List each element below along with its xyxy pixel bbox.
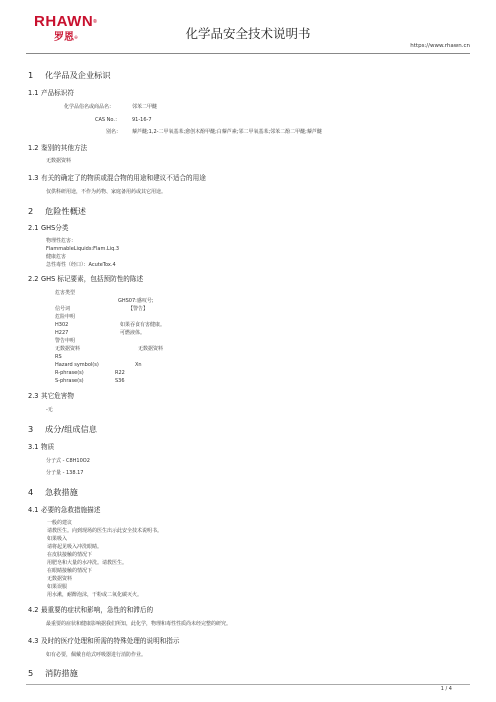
- symptoms-text: 最重要的症状和健康影响据我们所知，此化学，物理和毒性性质尚未经完整的研究。: [46, 621, 232, 627]
- h302-code: H302: [55, 322, 69, 328]
- use-restriction-text: 仅供科研用途，不作为药物、家庭备用药或其它用途。: [46, 189, 167, 195]
- first-aid-line: 一般的建议: [47, 520, 73, 526]
- ghs-classification-line: 急性毒性（经口）：AcuteTox.4: [46, 262, 116, 268]
- hazard-statements-label: 危险申明: [55, 314, 76, 320]
- product-name-label: 化学品俗名或商品名：: [64, 104, 115, 110]
- subsection-1-2-heading: 1.2 鉴别的其他方法: [28, 144, 88, 152]
- section-2-heading: 2 危险性概述: [28, 206, 86, 216]
- ghs-classification-line: 物理性危害：: [46, 238, 77, 244]
- ghs-pictogram-text: GHS07:感叹号;: [118, 298, 154, 304]
- first-aid-line: 请教医生。向到现场的医生出示此安全技术说明书。: [47, 528, 163, 534]
- signal-word-value: 【警告】: [128, 306, 149, 312]
- first-aid-line: 用水漱，耐醉泡沫，干粉或二氧化碳灭火。: [47, 592, 143, 598]
- subsection-2-2-heading: 2.2 GHS 标记要素，包括预防性的陈述: [28, 275, 144, 283]
- medical-attention-text: 如有必要，佩戴自给式呼吸器进行消防作业。: [46, 652, 147, 658]
- document-title: 化学品安全技术说明书: [185, 26, 311, 41]
- first-aid-line: 用肥皂和大量的水冲洗。请教医生。: [47, 560, 128, 566]
- section-3-heading: 3 成分/组成信息: [28, 424, 97, 434]
- subsection-4-2-heading: 4.2 最重要的症状和影响，急性的和滞后的: [28, 606, 154, 614]
- logo-chinese-name: 罗恩: [54, 32, 74, 43]
- hazard-type-label: 危害类型: [55, 290, 76, 296]
- s-phrase-value: S36: [115, 378, 125, 384]
- subsection-3-1-heading: 3.1 物质: [28, 443, 55, 451]
- subsection-2-3-heading: 2.3 其它危害物: [28, 392, 74, 400]
- other-identification-text: 无数据资料: [46, 158, 72, 164]
- product-name-value: 邻苯二甲醚: [132, 104, 158, 110]
- first-aid-line: 如果误服: [47, 584, 68, 590]
- first-aid-line: 在皮肤接触的情况下: [47, 552, 93, 558]
- no-data-text: 无数据资料: [138, 346, 164, 352]
- s-phrase-label: S-phrase(s): [55, 378, 84, 384]
- h227-text: 可燃液体。: [120, 330, 146, 336]
- page-number: 1 / 4: [440, 686, 452, 692]
- logo-brand: RHAWN: [34, 13, 94, 30]
- header-divider: [26, 53, 470, 54]
- section-1-heading: 1 化学品及企业标识: [28, 70, 111, 80]
- h302-text: 如果吞食有害健康。: [120, 322, 166, 328]
- rs-label: RS: [55, 354, 62, 360]
- subsection-4-3-heading: 4.3 及时的医疗处理和所需的特殊处理的说明和指示: [28, 637, 180, 645]
- cas-label: CAS No.：: [95, 117, 120, 123]
- subsection-2-1-heading: 2.1 GHS分类: [28, 224, 69, 232]
- section-4-heading: 4 急救措施: [28, 487, 78, 497]
- first-aid-line: 无数据资料: [47, 576, 73, 582]
- alias-value: 藜芦醚;1,2-二甲氧基苯;愈创木酚甲醚;白藜芦素;邻二甲氧基苯;邻苯二酚二甲醚;藜芦醚: [132, 129, 322, 135]
- website-url[interactable]: https://www.rhawn.cn: [410, 43, 470, 49]
- molecular-formula: 分子式 - C8H10O2: [46, 458, 90, 464]
- hazard-symbol-label: Hazard symbol(s): [55, 362, 99, 368]
- other-hazards-text: -无: [46, 407, 53, 413]
- registered-mark-cn: ®: [74, 35, 78, 40]
- ghs-classification-line: 健康危害: [46, 254, 67, 260]
- r-phrase-label: R-phrase(s): [55, 370, 84, 376]
- section-5-heading: 5 消防措施: [28, 668, 78, 678]
- alias-label: 别名：: [106, 129, 122, 135]
- first-aid-line: 如果吸入: [47, 536, 68, 542]
- no-data-text: 无数据资料: [55, 346, 81, 352]
- molecular-weight: 分子量 - 138.17: [46, 470, 84, 476]
- subsection-1-1-heading: 1.1 产品标识符: [28, 89, 74, 97]
- hazard-symbol-value: Xn: [135, 362, 142, 368]
- footer-divider: [26, 684, 470, 685]
- signal-word-label: 信号词: [55, 306, 71, 312]
- cas-value: 91-16-7: [132, 117, 152, 123]
- warning-statements-label: 警告申明: [55, 338, 76, 344]
- ghs-classification-line: FlammableLiquids:Flam.Liq.3: [46, 246, 120, 252]
- first-aid-line: 在眼睛接触的情况下: [47, 568, 93, 574]
- subsection-4-1-heading: 4.1 必要的急救措施描述: [28, 506, 101, 514]
- first-aid-line: 请将起见吸入冲洗眼睛。: [47, 544, 103, 550]
- r-phrase-value: R22: [115, 370, 125, 376]
- subsection-1-3-heading: 1.3 有关的确定了的物质或混合物的用途和建议不适合的用途: [28, 174, 206, 182]
- h227-code: H227: [55, 330, 69, 336]
- registered-mark: ®: [93, 19, 98, 25]
